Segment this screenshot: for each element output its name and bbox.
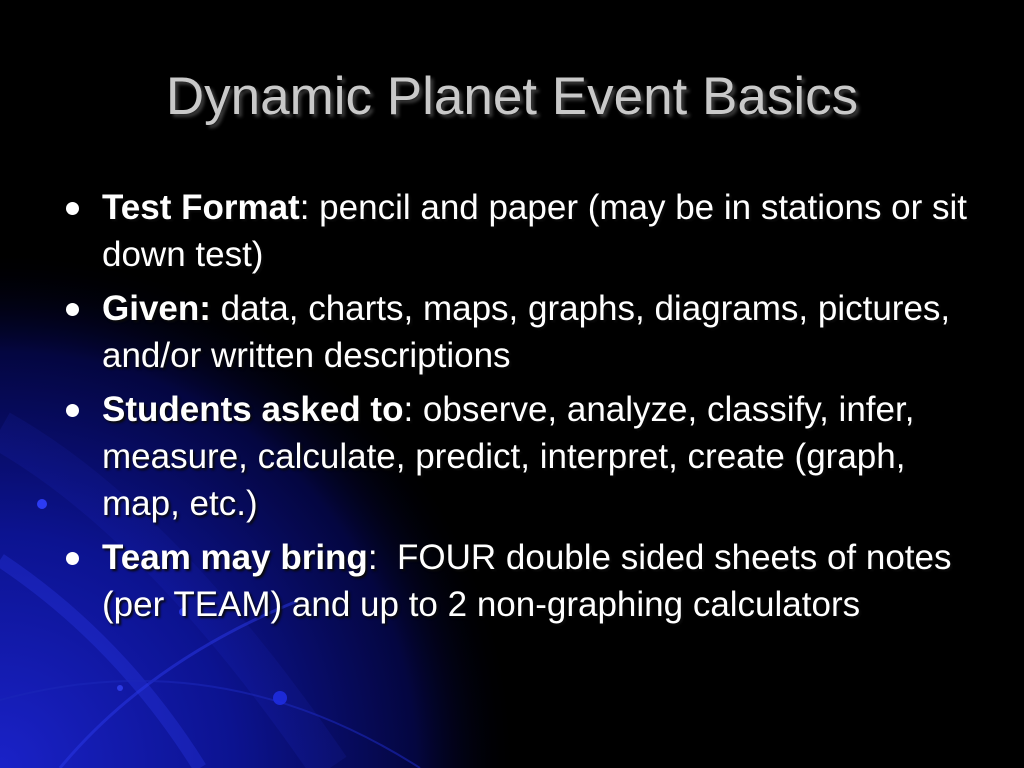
bullet-text: data, charts, maps, graphs, diagrams, pictures, and/or written descriptions	[102, 289, 951, 375]
bullet-item-given	[64, 285, 974, 379]
bullet-item-students-asked-to	[64, 386, 974, 527]
bullet-item-test-format	[64, 184, 974, 278]
bullet-text: pencil and paper (may be in stations or sit down test)	[102, 188, 968, 274]
bullet-text: FOUR double sided sheets of notes (per TEAM) and up to 2 non-graphing calculators	[102, 538, 962, 624]
bullet-dot-icon	[66, 552, 79, 565]
bullet-term: Team may bring	[102, 538, 368, 577]
slide-title: Dynamic Planet Event Basics	[165, 67, 859, 126]
bullet-dot-icon	[66, 404, 79, 417]
bullet-separator: :	[403, 390, 414, 429]
bullet-dot-icon	[66, 202, 79, 215]
bullet-dot-icon	[66, 303, 79, 316]
bullet-list	[64, 184, 974, 635]
bullet-term: Test Format	[102, 188, 300, 227]
bullet-text: observe, analyze, classify, infer, measure, calculate, predict, interpret, create (graph, map, etc.)	[102, 390, 915, 523]
bullet-separator: :	[367, 538, 378, 577]
bullet-separator: :	[299, 188, 310, 227]
bullet-term: Given:	[102, 289, 211, 328]
bullet-term: Students asked to	[102, 390, 404, 429]
bullet-item-team-may-bring	[64, 534, 974, 628]
